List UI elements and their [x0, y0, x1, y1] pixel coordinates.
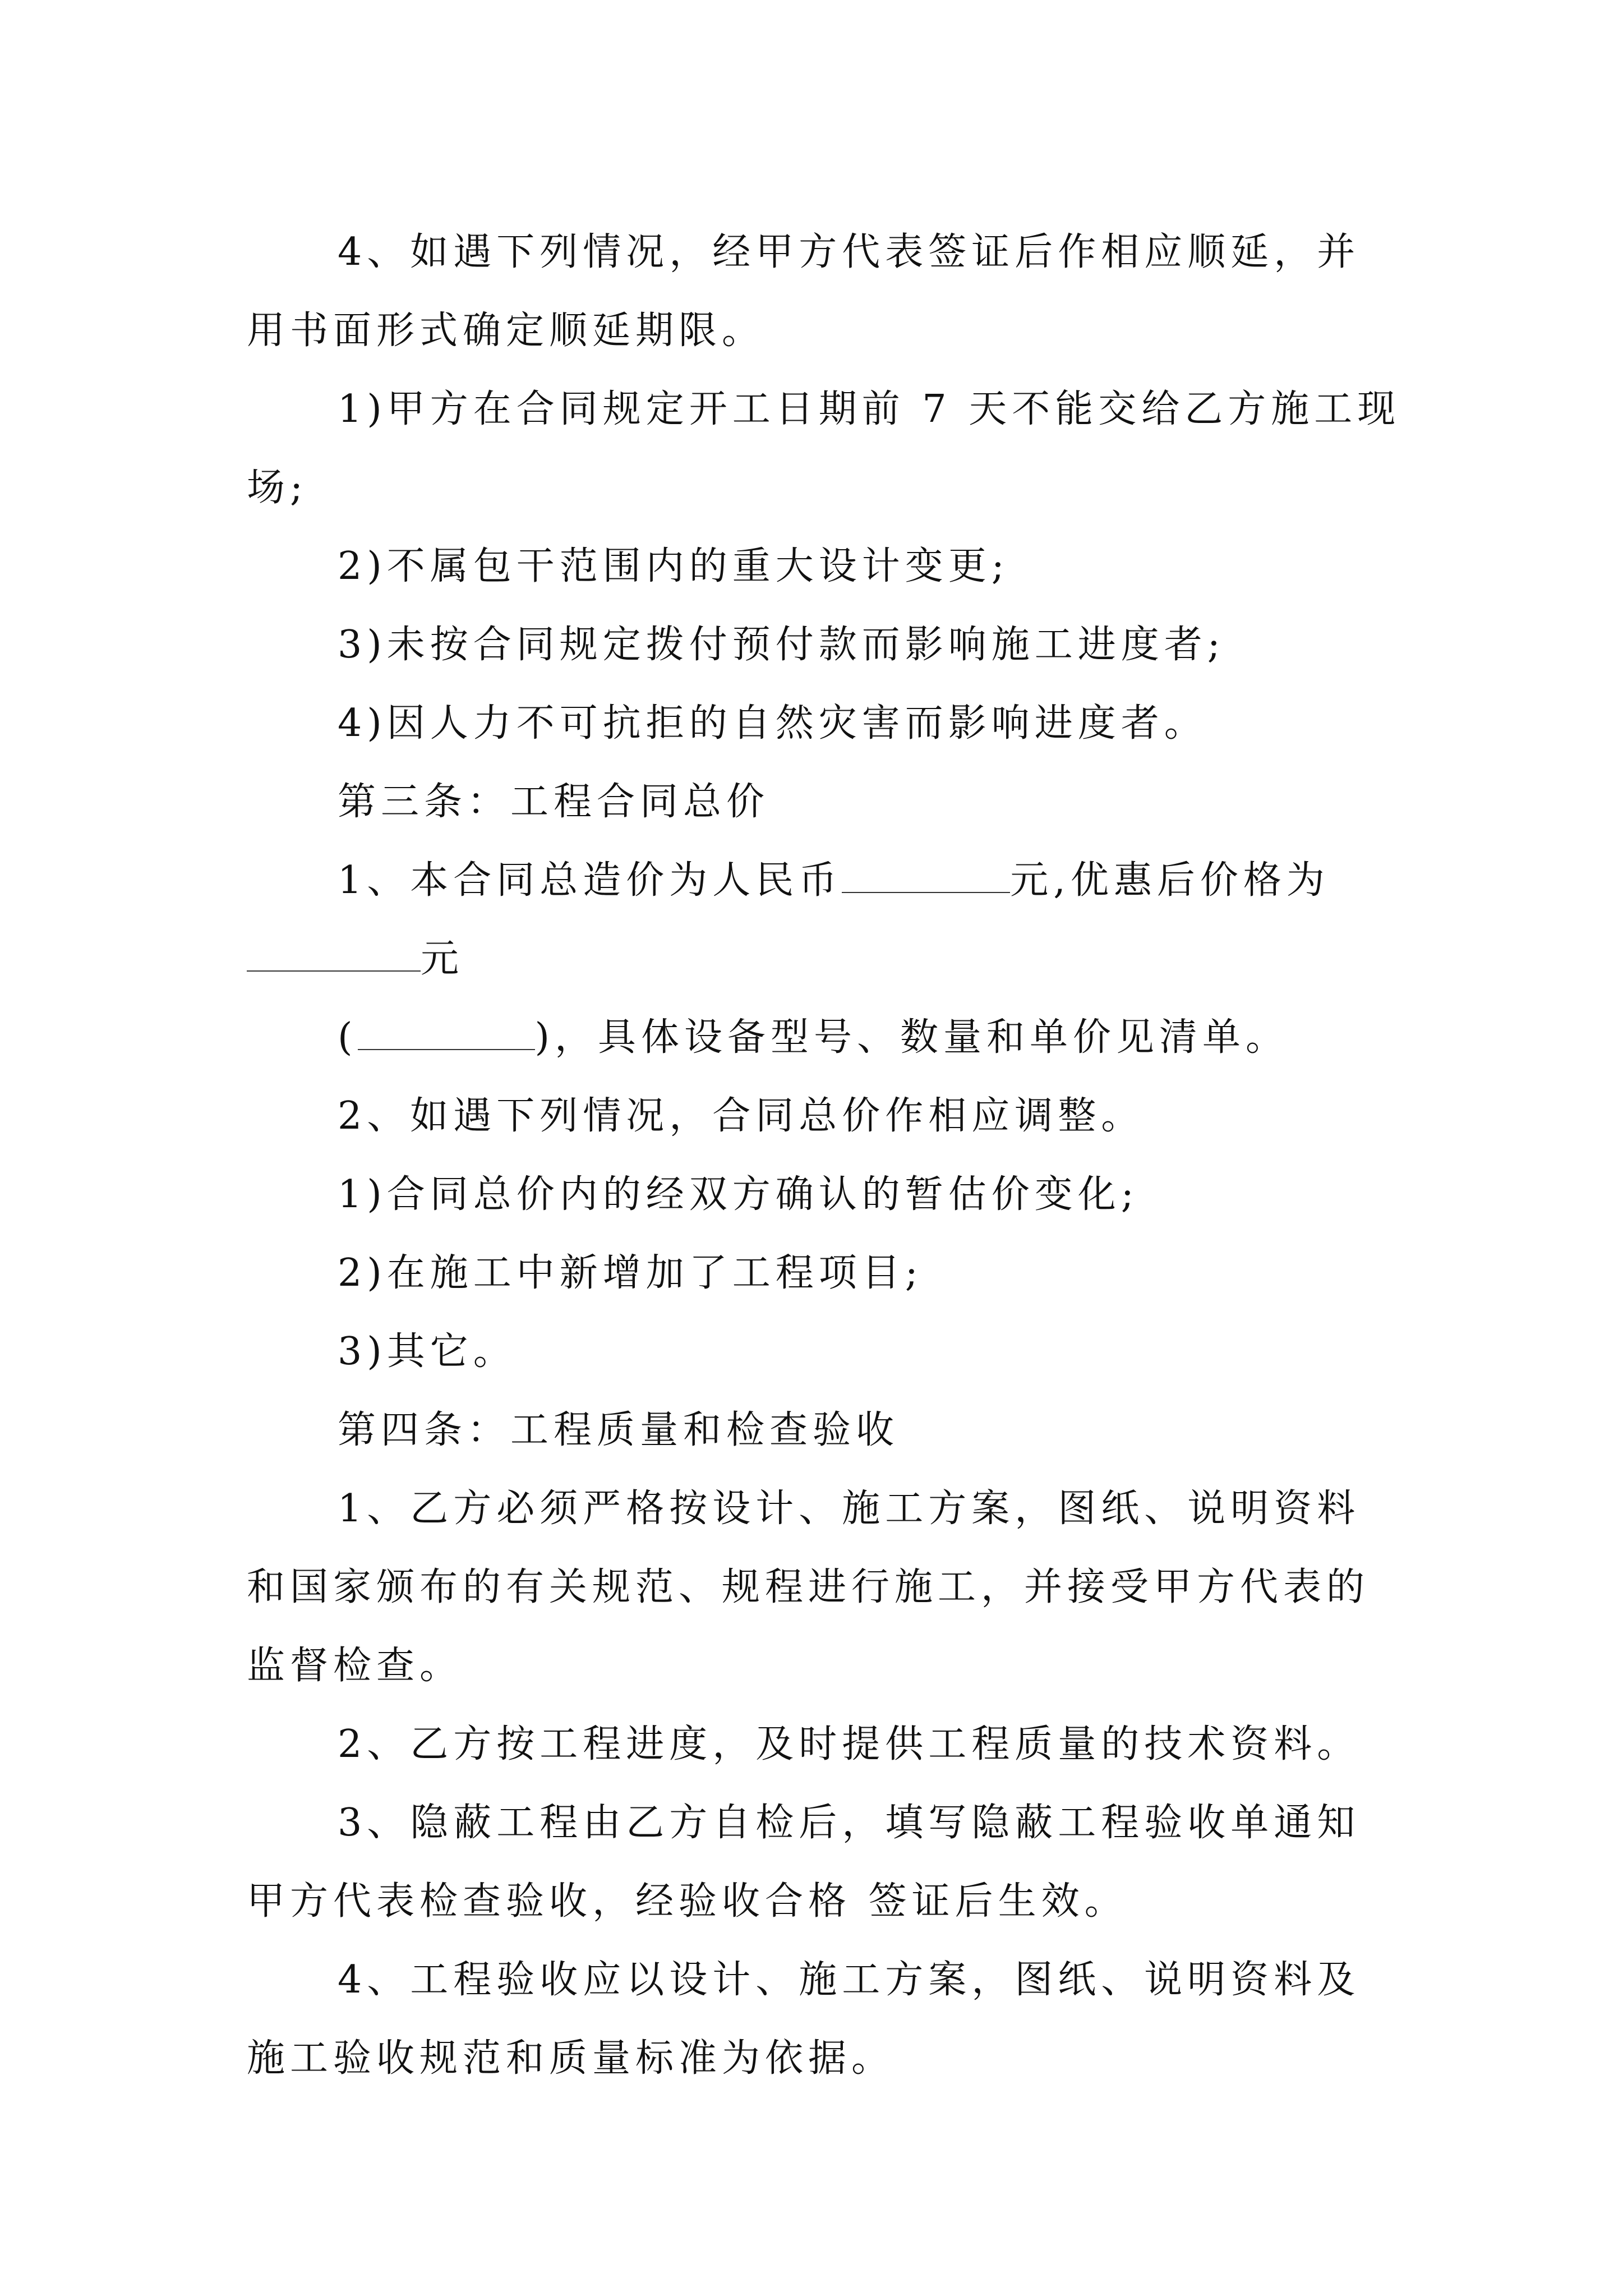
paragraph-line: 用书面形式确定顺延期限。 — [247, 309, 766, 353]
paragraph-line: 场; — [247, 466, 308, 510]
price-words-text-after: )，具体设备型号、数量和单价见清单。 — [534, 1015, 1289, 1060]
paragraph-line: 2)不属包干范围内的重大设计变更; — [338, 544, 1009, 588]
paragraph-line: 施工验收规范和质量标准为依据。 — [247, 2036, 895, 2081]
paragraph-line: 和国家颁布的有关规范、规程进行施工，并接受甲方代表的 — [247, 1565, 1370, 1609]
section-heading: 第四条：工程质量和检查验收 — [338, 1408, 900, 1452]
paragraph-line: 2)在施工中新增加了工程项目; — [338, 1251, 923, 1295]
price-in-words-blank — [358, 1015, 535, 1050]
paragraph-line: 甲方代表检查验收，经验收合格 签证后生效。 — [247, 1879, 1128, 1924]
discount-price-blank — [247, 937, 421, 972]
paragraph-line: 1)合同总价内的经双方确认的暂估价变化; — [338, 1172, 1139, 1217]
paragraph-line: 4)因人力不可抗拒的自然灾害而影响进度者。 — [338, 701, 1207, 746]
paragraph-line: 3)未按合同规定拨付预付款而影响施工进度者; — [338, 623, 1225, 667]
paragraph-line: 1、乙方必须严格按设计、施工方案，图纸、说明资料 — [338, 1487, 1361, 1531]
discount-price-line — [247, 920, 1380, 999]
paragraph-line: 1)甲方在合同规定开工日期前 7 天不能交给乙方施工现 — [338, 387, 1401, 431]
section-heading: 第三条：工程合同总价 — [338, 780, 770, 824]
price-text-before: 1、本合同总造价为人民币 — [338, 858, 842, 903]
paragraph-line: 2、如遇下列情况，合同总价作相应调整。 — [338, 1094, 1145, 1138]
paragraph-line: 3、隐蔽工程由乙方自检后，填写隐蔽工程验收单通知 — [338, 1801, 1361, 1845]
price-text-after: 元,优惠后价格为 — [1010, 858, 1330, 903]
paragraph-line: 4、如遇下列情况，经甲方代表签证后作相应顺延，并 — [338, 230, 1361, 274]
paragraph-line: 4、工程验收应以设计、施工方案，图纸、说明资料及 — [338, 1958, 1361, 2002]
price-line — [247, 841, 1380, 920]
discount-price-unit: 元 — [421, 937, 464, 981]
total-price-blank — [842, 858, 1010, 893]
price-words-line — [247, 999, 1380, 1077]
paragraph-line: 2、乙方按工程进度，及时提供工程质量的技术资料。 — [338, 1722, 1361, 1766]
paragraph-line: 监督检查。 — [247, 1644, 463, 1688]
document-body — [247, 213, 1401, 2098]
paragraph-line: 3)其它。 — [338, 1329, 517, 1374]
paren-open: ( — [338, 1015, 358, 1060]
